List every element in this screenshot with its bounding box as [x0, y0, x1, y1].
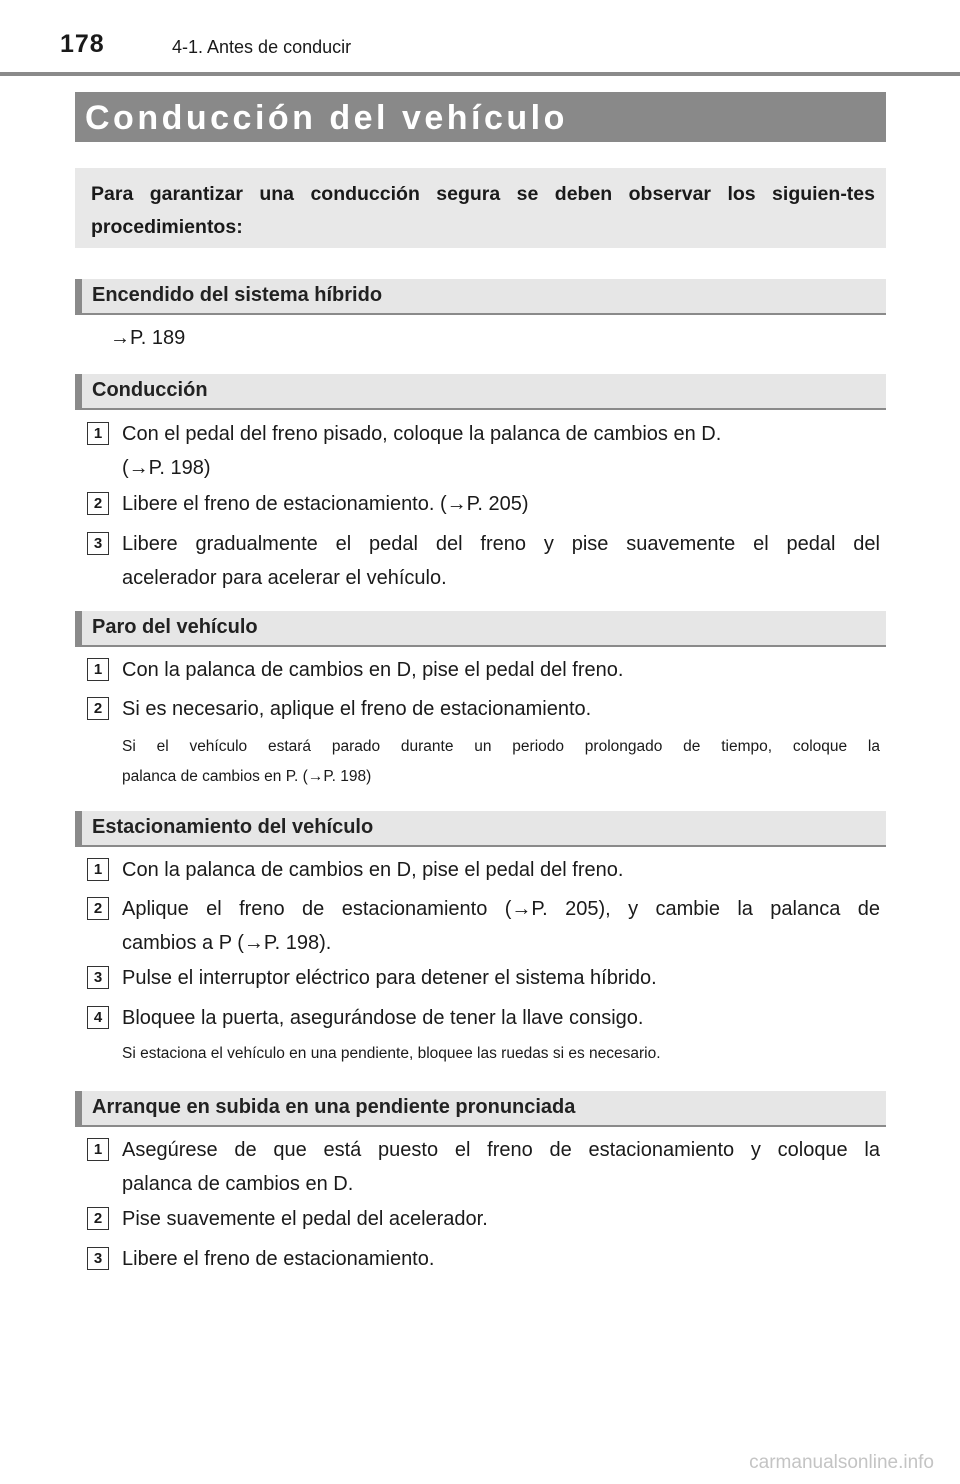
watermark: carmanualsonline.info: [749, 1452, 934, 1473]
intro-box: [75, 168, 886, 248]
step-text: acelerador para acelerar el vehículo.: [122, 567, 447, 589]
step-text: Con la palanca de cambios en D, pise el pedal del freno.: [122, 859, 624, 881]
step-text: Libere el freno de estacionamiento. (→P. 205): [122, 493, 529, 515]
header-rule: [0, 72, 960, 76]
step-number-badge: 3: [87, 966, 109, 989]
section-heading: Arranque en subida en una pendiente pronunciada: [92, 1096, 576, 1118]
step-text: Pulse el interruptor eléctrico para detener el sistema híbrido.: [122, 967, 657, 989]
step-number-badge: 3: [87, 1247, 109, 1270]
step-number-badge: 1: [87, 658, 109, 681]
step-text: Asegúrese de que está puesto el freno de estacionamiento y coloque la: [122, 1139, 880, 1161]
step-number-badge: 1: [87, 422, 109, 445]
main-title-bar: [75, 92, 886, 142]
section-header-conduccion: [75, 374, 886, 410]
note-text: Si el vehículo estará parado durante un periodo prolongado de tiempo, coloque la: [122, 738, 880, 755]
step-number-badge: 3: [87, 532, 109, 555]
step-number-badge: 2: [87, 897, 109, 920]
step-text: Bloquee la puerta, asegurándose de tener la llave consigo.: [122, 1007, 644, 1029]
step-number-badge: 1: [87, 1138, 109, 1161]
step-text: Libere el freno de estacionamiento.: [122, 1248, 435, 1270]
section-heading: Paro del vehículo: [92, 616, 258, 638]
intro-text: Para garantizar una conducción segura se deben observar los siguien-tes procedimientos:: [91, 183, 875, 238]
step-text: Pise suavemente el pedal del acelerador.: [122, 1208, 488, 1230]
step-text: Con la palanca de cambios en D, pise el pedal del freno.: [122, 659, 624, 681]
section-header-arranque: [75, 1091, 886, 1127]
chapter-title: 4-1. Antes de conducir: [172, 37, 352, 57]
page-reference: →P. 189: [110, 327, 186, 349]
page-number: 178: [60, 30, 105, 58]
section-heading: Estacionamiento del vehículo: [92, 816, 374, 838]
section-header-estacionamiento: [75, 811, 886, 847]
step-number-badge: 2: [87, 697, 109, 720]
section-heading: Conducción: [92, 379, 208, 401]
page-title: Conducción del vehículo: [85, 99, 568, 137]
step-text: Si es necesario, aplique el freno de estacionamiento.: [122, 698, 592, 720]
step-text: cambios a P (→P. 198).: [122, 932, 332, 954]
note-text: Si estaciona el vehículo en una pendiente, bloquee las ruedas si es necesario.: [122, 1045, 661, 1062]
step-text: palanca de cambios en D.: [122, 1173, 354, 1195]
section-heading: Encendido del sistema híbrido: [92, 284, 383, 306]
step-number-badge: 1: [87, 858, 109, 881]
step-text: Libere gradualmente el pedal del freno y pise suavemente el pedal del: [122, 533, 880, 555]
note-text: palanca de cambios en P. (→P. 198): [122, 768, 372, 785]
step-number-badge: 2: [87, 492, 109, 515]
section-header-encendido: [75, 279, 886, 315]
step-number-badge: 2: [87, 1207, 109, 1230]
step-text: Con el pedal del freno pisado, coloque la palanca de cambios en D.: [122, 423, 722, 445]
step-number-badge: 4: [87, 1006, 109, 1029]
step-text: Aplique el freno de estacionamiento (→P. 205), y cambie la palanca de: [122, 898, 880, 920]
step-text: (→P. 198): [122, 457, 211, 479]
section-header-paro: [75, 611, 886, 647]
